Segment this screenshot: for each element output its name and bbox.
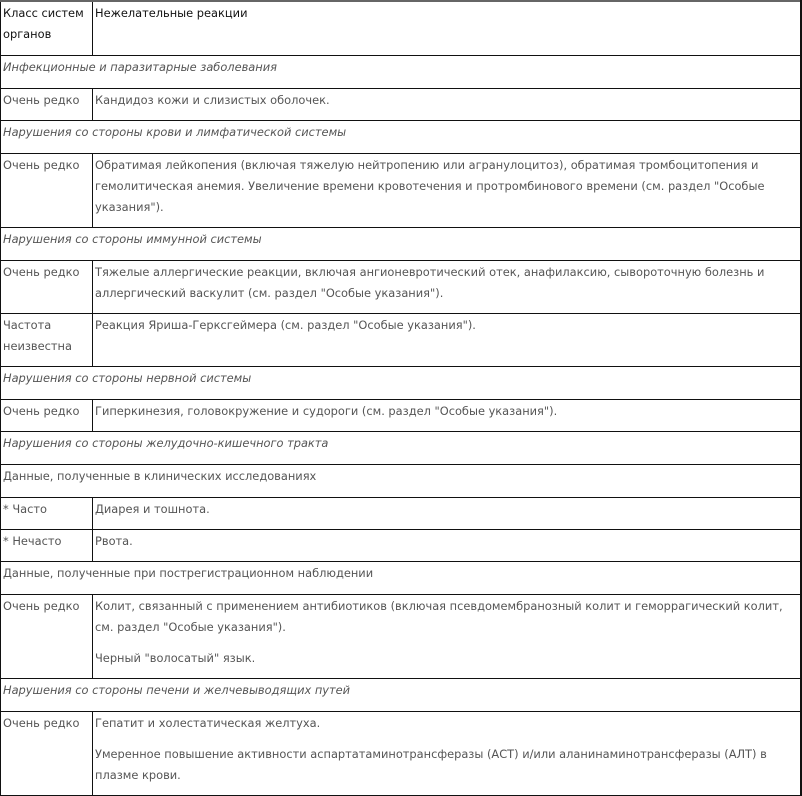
reaction-cell: Обратимая лейкопения (включая тяжелую нейтропению или агранулоцитоз), обратимая тромбоцитопения и гемолитическая анемия. Увеличение времени кровотечения и протромбинового времени (см. раздел "Особые указания"). bbox=[93, 154, 801, 228]
subsection-postmarketing: Данные, полученные при пострегистрационном наблюдении bbox=[1, 562, 801, 595]
frequency-cell: Очень редко bbox=[1, 595, 93, 679]
frequency-cell: Очень редко bbox=[1, 400, 93, 432]
table-row bbox=[1, 154, 801, 228]
section-row bbox=[1, 121, 801, 154]
reaction-cell: Гиперкинезия, головокружение и судороги (см. раздел "Особые указания"). bbox=[93, 400, 801, 432]
reaction-cell: Диарея и тошнота. bbox=[93, 498, 801, 530]
section-infections: Инфекционные и паразитарные заболевания bbox=[1, 56, 801, 89]
section-row bbox=[1, 367, 801, 400]
reaction-cell: Рвота. bbox=[93, 530, 801, 562]
reaction-cell: Кандидоз кожи и слизистых оболочек. bbox=[93, 89, 801, 121]
table-row bbox=[1, 400, 801, 432]
section-liver: Нарушения со стороны печени и желчевыводящих путей bbox=[1, 679, 801, 712]
subsection-row bbox=[1, 562, 801, 595]
frequency-cell: Очень редко bbox=[1, 261, 93, 314]
section-nervous: Нарушения со стороны нервной системы bbox=[1, 367, 801, 400]
header-adverse-reactions: Нежелательные реакции bbox=[93, 1, 801, 56]
table-row bbox=[1, 498, 801, 530]
section-immune: Нарушения со стороны иммунной системы bbox=[1, 228, 801, 261]
reaction-paragraph: Черный "волосатый" язык. bbox=[95, 651, 256, 665]
frequency-cell: Очень редко bbox=[1, 89, 93, 121]
reaction-paragraph: Колит, связанный с применением антибиотиков (включая псевдомембранозный колит и геморрагический колит, см. раздел "Особые указания"). bbox=[95, 599, 783, 634]
subsection-clinical: Данные, полученные в клинических исследованиях bbox=[1, 465, 801, 498]
frequency-cell: Частота неизвестна bbox=[1, 314, 93, 367]
reaction-cell: Тяжелые аллергические реакции, включая ангионевротический отек, анафилаксию, сывороточную болезнь и аллергический васкулит (см. раздел "Особые указания"). bbox=[93, 261, 801, 314]
table-header-row bbox=[1, 1, 801, 56]
section-row bbox=[1, 56, 801, 89]
table-row bbox=[1, 712, 801, 796]
table-row bbox=[1, 314, 801, 367]
section-blood: Нарушения со стороны крови и лимфатической системы bbox=[1, 121, 801, 154]
table-row bbox=[1, 595, 801, 679]
reaction-cell: Реакция Яриша-Герксгеймера (см. раздел "Особые указания"). bbox=[93, 314, 801, 367]
subsection-row bbox=[1, 465, 801, 498]
reaction-cell bbox=[93, 595, 801, 679]
section-row bbox=[1, 432, 801, 465]
table-row bbox=[1, 530, 801, 562]
table-row bbox=[1, 261, 801, 314]
frequency-cell: Очень редко bbox=[1, 154, 93, 228]
section-row bbox=[1, 228, 801, 261]
header-organ-class: Класс систем органов bbox=[1, 1, 93, 56]
reaction-paragraph: Гепатит и холестатическая желтуха. bbox=[95, 716, 321, 730]
frequency-cell: Очень редко bbox=[1, 712, 93, 796]
section-row bbox=[1, 679, 801, 712]
section-gi: Нарушения со стороны желудочно-кишечного тракта bbox=[1, 432, 801, 465]
frequency-cell: * Часто bbox=[1, 498, 93, 530]
frequency-cell: * Нечасто bbox=[1, 530, 93, 562]
reaction-cell bbox=[93, 712, 801, 796]
table-row bbox=[1, 89, 801, 121]
reaction-paragraph: Умеренное повышение активности аспартатаминотрансферазы (АСТ) и/или аланинаминотрансферазы (АЛТ) в плазме крови. bbox=[95, 747, 767, 782]
